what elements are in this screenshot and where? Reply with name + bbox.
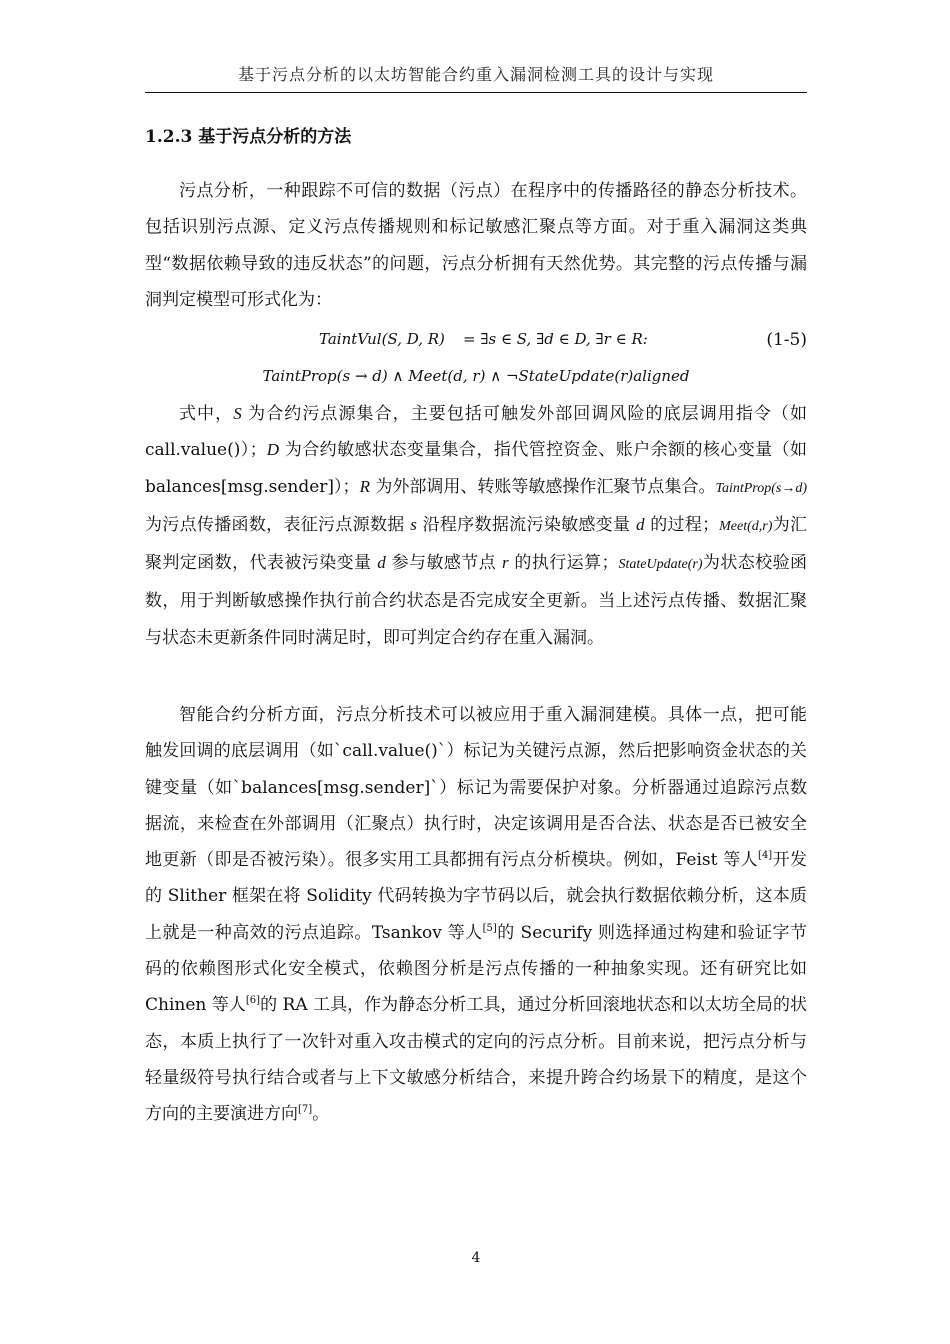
var-D: D: [266, 440, 280, 460]
var-d: d: [636, 514, 645, 534]
text: 式中，: [179, 404, 234, 424]
text: 的过程；: [644, 514, 720, 535]
text: 参与敏感节点: [385, 553, 502, 574]
paragraph-explanation: [145, 396, 807, 656]
section-heading: 1.2.3 基于污点分析的方法: [145, 127, 352, 147]
text: 的 Securify 则选择通过构建和验证字节码的依赖图形式化安全模式，依赖图分析是污点传播的一种抽象实现。还有研究比如 Chinen 等人: [145, 922, 807, 1016]
text: 的执行运算；: [508, 553, 619, 574]
page-number: 4: [471, 1250, 481, 1266]
fn-meet: Meet(d,r): [719, 518, 773, 534]
text: 为状态校验函数，用于判断敏感操作执行前合约状态是否完成安全更新。当上述污点传播、数据汇聚与状态未更新条件同时满足时，即可判定合约存在重入漏洞。: [145, 553, 808, 648]
citation-5[interactable]: [5]: [482, 922, 497, 934]
text: 为汇聚判定函数，代表被污染变量: [145, 514, 808, 574]
var-s: s: [410, 514, 417, 534]
fn-taintprop: TaintProp(s→d): [715, 480, 808, 496]
text: 沿程序数据流污染敏感变量: [416, 514, 637, 535]
var-r: r: [501, 553, 509, 573]
text: 为外部调用、转账等敏感操作汇聚节点集合。: [369, 476, 716, 497]
equation-rhs: = ∃s ∈ S, ∃d ∈ D, ∃r ∈ R:: [463, 330, 648, 348]
citation-7[interactable]: [7]: [298, 1104, 313, 1116]
equation-lhs: TaintVul(S, D, R): [319, 330, 445, 348]
var-S: S: [233, 404, 242, 423]
text: 智能合约分析方面，污点分析技术可以被应用于重入漏洞建模。具体一点，把可能触发回调的底层调用（如`call.value()`）标记为关键污点源，然后把影响资金状态的关键变量（如`balances[msg.sender]`）标记为需要保护对象。分析器通过追踪污点数据流，来检查在外部调用（汇聚点）执行时，决定该调用是否合法、状态是否已被安全地更新（即是否被污染）。很多实用工具都拥有污点分析模块。例如，Feist 等人: [145, 705, 807, 871]
header-rule: [145, 92, 807, 93]
text: 为污点传播函数，表征污点源数据: [145, 514, 411, 535]
text: 为合约污点源集合，主要包括可触发外部回调风险的底层调用指令（如 call.value()）；: [145, 404, 807, 461]
equation-number: (1-5): [766, 330, 807, 350]
text: 为合约敏感状态变量集合，指代管控资金、账户余额的核心变量（如 balances[msg.sender]）；: [145, 440, 808, 497]
text: 开发的 Slither 框架在将 Solidity 代码转换为字节码以后，就会执行数据依赖分析，这本质上就是一种高效的污点追踪。Tsankov 等人: [145, 850, 807, 943]
paragraph-intro: 污点分析，一种跟踪不可信的数据（污点）在程序中的传播路径的静态分析技术。包括识别污点源、定义污点传播规则和标记敏感汇聚点等方面。对于重入漏洞这类典型“数据依赖导致的违反状态”的问题，污点分析拥有天然优势。其完整的污点传播与漏洞判定模型可形式化为：: [145, 181, 807, 310]
paragraph-smart-contract-analysis: [145, 697, 807, 1133]
equation-line-2: TaintProp(s → d) ∧ Meet(d, r) ∧ ¬StateUpdate(r)aligned: [262, 367, 690, 385]
text: 的 RA 工具，作为静态分析工具，通过分析回滚地状态和以太坊全局的状态，本质上执行了一次针对重入攻击模式的定向的污点分析。目前来说，把污点分析与轻量级符号执行结合或者与上下文敏感分析结合，来提升跨合约场景下的精度，是这个方向的主要演进方向: [145, 995, 807, 1125]
text: 。: [312, 1104, 330, 1125]
running-header: 基于污点分析的以太坊智能合约重入漏洞检测工具的设计与实现: [237, 65, 714, 84]
fn-stateupdate: StateUpdate(r): [618, 557, 703, 573]
citation-4[interactable]: [4]: [758, 850, 773, 862]
var-d: d: [377, 553, 386, 573]
var-R: R: [359, 476, 370, 496]
citation-6[interactable]: [6]: [245, 995, 261, 1007]
